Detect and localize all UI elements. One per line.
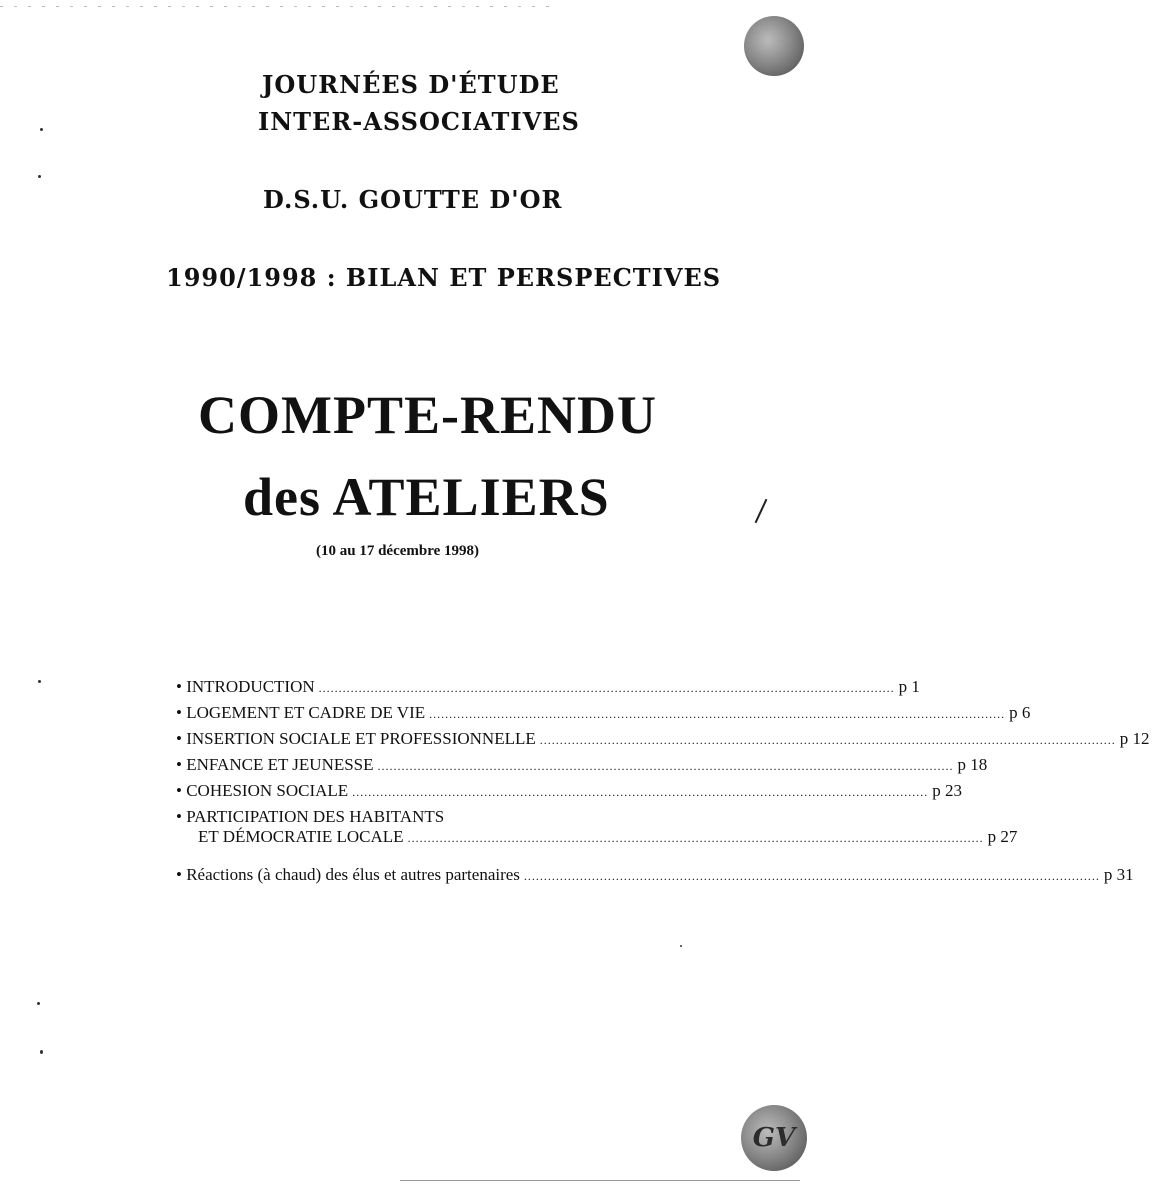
toc-item-page: p 1 <box>898 677 920 696</box>
toc-item-label: • LOGEMENT ET CADRE DE VIE <box>176 703 426 722</box>
toc-item-page: p 31 <box>1103 865 1134 884</box>
scan-speck <box>37 1002 40 1005</box>
toc-leader-dots: ................................................................................................................................................ <box>429 707 1006 721</box>
main-title-line-2: des ATELIERS <box>243 467 610 527</box>
pen-mark <box>755 499 768 523</box>
toc-item-cohesion <box>176 781 962 803</box>
toc-leader-dots: ................................................................................................................................................ <box>352 785 929 799</box>
toc-item-participation-continued <box>198 827 1018 849</box>
toc-leader-dots: ................................................................................................................................................ <box>523 869 1100 883</box>
main-title-line-1: COMPTE-RENDU <box>198 385 657 445</box>
toc-item-label: • INSERTION SOCIALE ET PROFESSIONNELLE <box>176 729 536 748</box>
toc-item-label: • INTRODUCTION <box>176 677 315 696</box>
toc-item-label: • Réactions (à chaud) des élus et autres partenaires <box>176 865 520 884</box>
scan-speck <box>40 128 43 131</box>
toc-item-logement <box>176 703 1031 725</box>
toc-leader-dots: ................................................................................................................................................ <box>318 681 895 695</box>
toc-item-page: p 23 <box>932 781 962 800</box>
toc-item-label: • PARTICIPATION DES HABITANTS <box>176 807 445 826</box>
toc-item-label: • ENFANCE ET JEUNESSE <box>176 755 374 774</box>
toc-leader-dots: ................................................................................................................................................ <box>377 759 954 773</box>
toc-item-insertion <box>176 729 1150 751</box>
date-range: (10 au 17 décembre 1998) <box>316 543 480 559</box>
toc-item-continuation: ET DÉMOCRATIE LOCALE <box>198 827 404 846</box>
toc-item-page: p 6 <box>1009 703 1031 722</box>
toc-item-participation <box>176 807 696 829</box>
toc-leader-dots: ................................................................................................................................................ <box>539 733 1116 747</box>
scan-noise-top <box>0 6 560 7</box>
header-line-3: D.S.U. GOUTTE D'OR <box>263 185 563 214</box>
header-line-4: 1990/1998 : BILAN ET PERSPECTIVES <box>166 263 722 292</box>
seal-stamp-bottom: GV <box>741 1105 807 1171</box>
toc-item-enfance <box>176 755 988 777</box>
toc-item-page: p 12 <box>1119 729 1150 748</box>
scan-speck <box>680 945 682 947</box>
toc-item-page: p 27 <box>987 827 1018 846</box>
scan-speck <box>38 175 41 178</box>
toc-item-introduction <box>176 677 920 699</box>
scan-edge-line <box>400 1180 800 1181</box>
seal-stamp-top <box>744 16 804 76</box>
toc-item-reactions <box>176 865 1134 887</box>
toc-item-label: • COHESION SOCIALE <box>176 781 349 800</box>
scan-speck <box>40 1050 43 1054</box>
header-line-2: INTER-ASSOCIATIVES <box>258 107 580 136</box>
scan-speck <box>38 680 41 683</box>
header-line-1: JOURNÉES D'ÉTUDE <box>262 70 560 99</box>
toc-item-page: p 18 <box>957 755 988 774</box>
toc-leader-dots: ................................................................................................................................................ <box>407 831 984 845</box>
